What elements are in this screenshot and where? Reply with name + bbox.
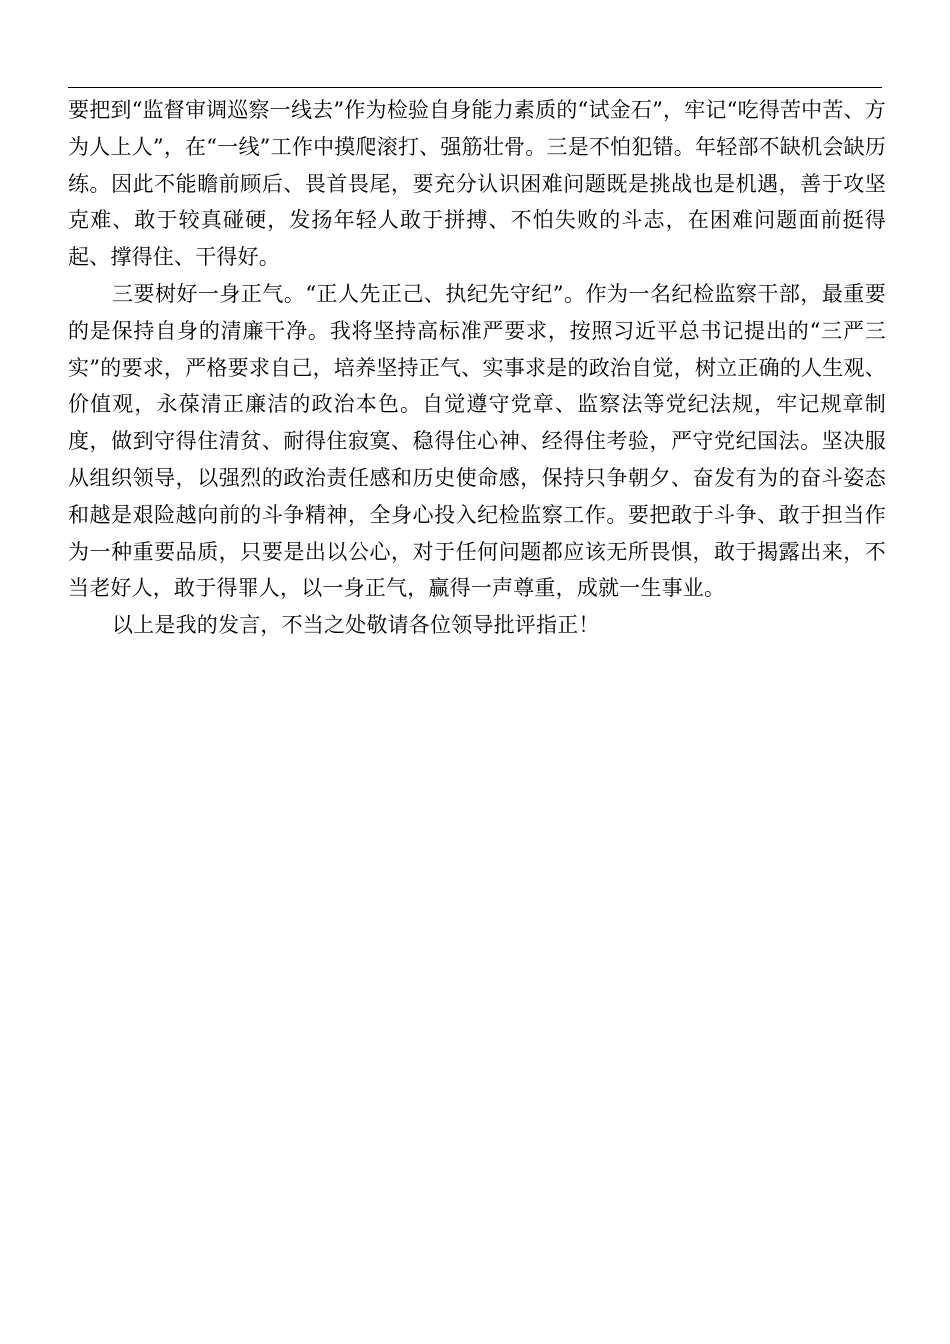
paragraph-three-integrity: 三要树好一身正气。“正人先正己、执纪先守纪”。作为一名纪检监察干部，最重要的是保持自身的清廉干净。我将坚持高标准严要求，按照习近平总书记提出的“三严三实”的要求，严格要求自己，培养坚持正气、实事求是的政治自觉，树立正确的人生观、价值观，永葆清正廉洁的政治本色。自觉遵守党章、监察法等党纪法规，牢记规章制度，做到守得住清贫、耐得住寂寞、稳得住心神、经得住考验，严守党纪国法。坚决服从组织领导，以强烈的政治责任感和历史使命感，保持只争朝夕、奋发有为的奋斗姿态和越是艰险越向前的斗争精神，全身心投入纪检监察工作。要把敢于斗争、敢于担当作为一种重要品质，只要是出以公心，对于任何问题都应该无所畏惧，敢于揭露出来，不当老好人，敢于得罪人，以一身正气，赢得一声尊重，成就一生事业。 — [68, 281, 886, 601]
header-rule — [68, 87, 882, 88]
paragraph-closing: 以上是我的发言，不当之处敬请各位领导批评指正！ — [112, 613, 600, 638]
document-body — [68, 92, 886, 644]
paragraph-continuation: 要把到“监督审调巡察一线去”作为检验自身能力素质的“试金石”，牢记“吃得苦中苦、方为人上人”，在“一线”工作中摸爬滚打、强筋壮骨。三是不怕犯错。年轻部不缺机会缺历练。因此不能瞻前顾后、畏首畏尾，要充分认识困难问题既是挑战也是机遇，善于攻坚克难、敢于较真碰硬，发扬年轻人敢于拼搏、不怕失败的斗志，在困难问题面前挺得起、撑得住、干得好。 — [68, 98, 886, 270]
